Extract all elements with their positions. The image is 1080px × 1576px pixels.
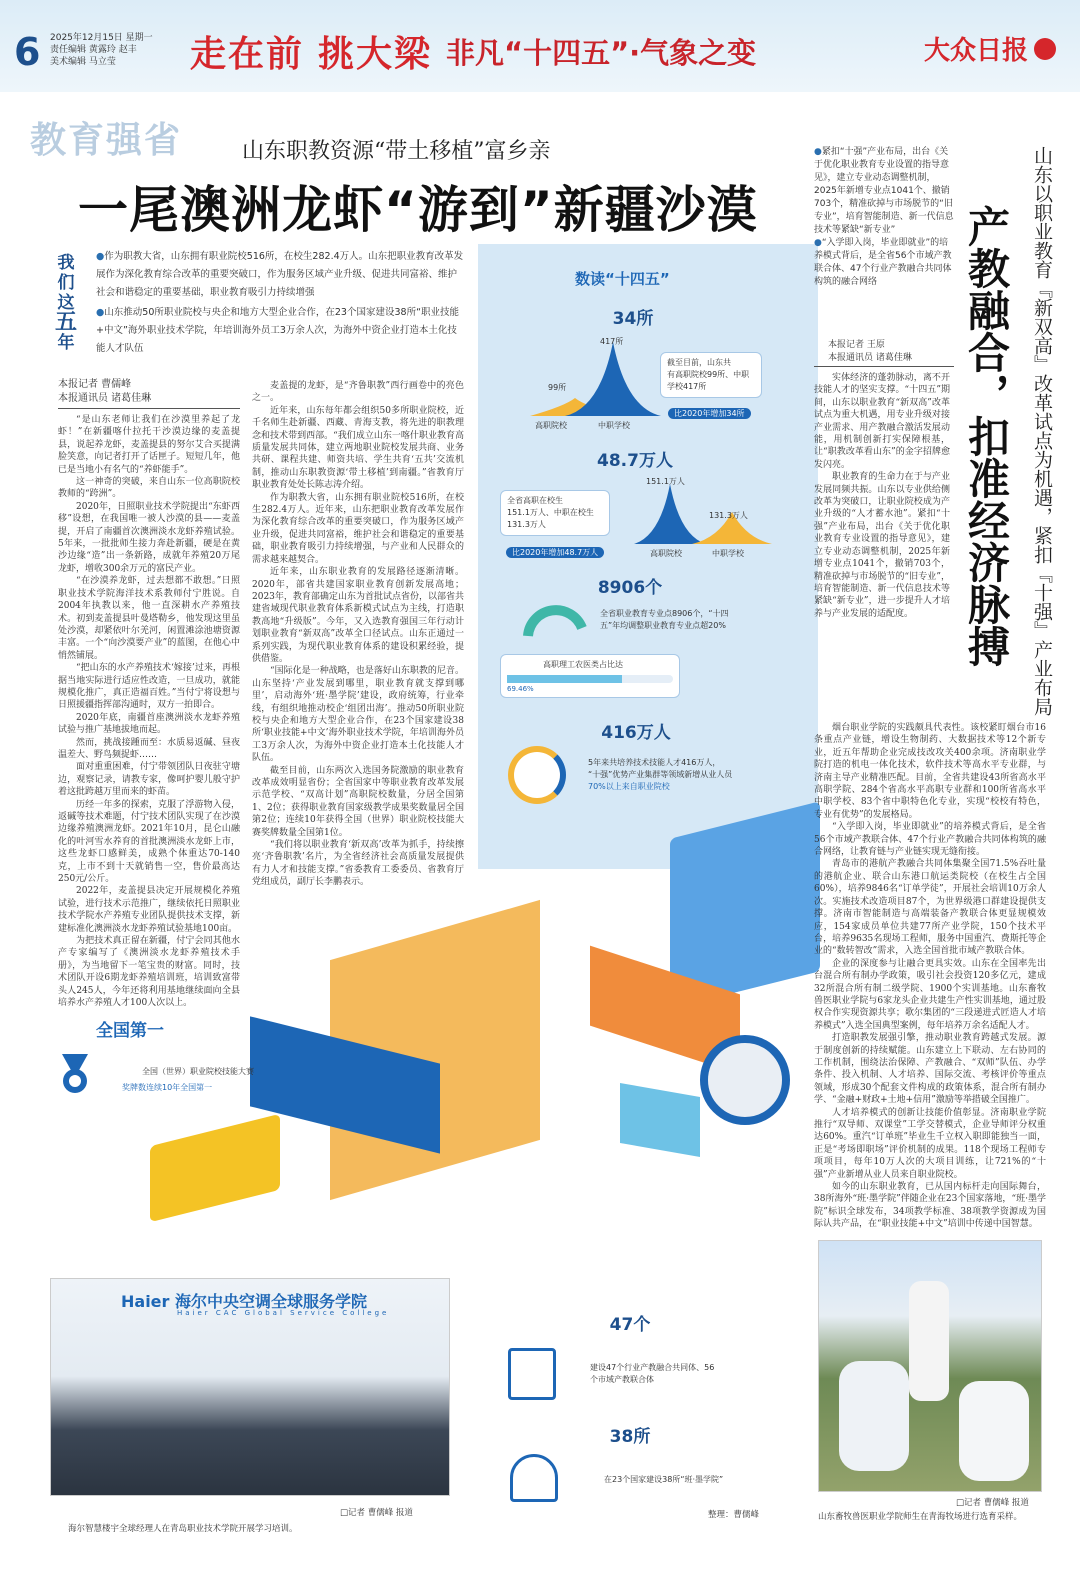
bullet-icon: ● <box>96 307 105 318</box>
body-paragraph: 作为职教大省，山东拥有职业院校516所，在校生282.4万人。近年来，山东把职业教育改革发展作为深化教育综合改革的重要突破口，作为服务区域产业升级，促进共同富裕，维护社会和谐稳定的重要基础，职业教育吸引力持续增强，与产业和人民群众的需求越来越契合。 <box>252 492 464 565</box>
stat-34: 34所 <box>612 309 654 329</box>
stat-text-line: 5年来共培养技术技能人才416万人， <box>588 758 721 767</box>
stat-text-line: 全省职业教育专业点8906个，“十四 <box>600 609 729 618</box>
education-illustration <box>520 820 820 1200</box>
award-line-1: 全国（世界）职业院校技能大赛 <box>142 1067 254 1076</box>
award-tag: 全国第一 <box>96 1021 164 1041</box>
medal-icon <box>58 1052 92 1096</box>
body-paragraph: 面对重重困难，付宁带领团队日夜驻守塘边，观察记录，请教专家，像呵护婴儿般守护着这批跨越万里而来的虾苗。 <box>58 762 240 798</box>
stat-text-line: 五”年均调整职业教育专业点超20% <box>600 621 726 630</box>
byline-reporter: 本报记者 曹儒峰 <box>58 379 132 390</box>
stat-tag <box>668 401 751 420</box>
stat-tag <box>506 540 604 559</box>
body-paragraph: 2022年，麦盖提县决定开展规模化养殖试验，进行技术示范推广，继续依托日照职业技术学院水产养殖专业团队提供技术支撑，新建标准化澳洲淡水龙虾养殖试验基地100亩。 <box>58 886 240 934</box>
teacher-icon <box>510 1454 558 1502</box>
summary-item <box>814 146 954 237</box>
stat-8906: 8906个 <box>597 578 663 598</box>
body-paragraph: “我们将以职业教育‘新双高’改革为抓手，持续擦亮‘齐鲁职教’名片，为全省经济社会高质量发展提供有力人才和技能支撑。”省委教育工委委员、省教育厅党组成员，副厅长李鹏表示。 <box>252 840 464 888</box>
banner-mid: 挑大梁 <box>318 32 433 75</box>
ratio-card <box>500 654 680 698</box>
group-photo <box>50 1278 450 1496</box>
byline <box>58 378 151 406</box>
lead-paragraph <box>96 304 466 358</box>
body-paragraph: 这一神奇的突破，来自山东一位高职院校教师的“跨洲”。 <box>58 477 240 500</box>
series-char: 五 <box>55 310 78 335</box>
body-paragraph: “把山东的水产养殖技术‘嫁接’过来，再根据当地实际进行适应性改造，一旦成功，就能规模化推广，真正造福百姓。”当付宁将设想与日照援疆指挥部沟通时，双方一拍即合。 <box>58 663 240 711</box>
lead-paragraph <box>96 248 466 302</box>
stat-text <box>588 757 808 793</box>
card-line: 全省高职在校生 <box>507 496 563 505</box>
feature-summary <box>814 146 954 289</box>
body-paragraph: “国际化是一种战略，也是落好山东职教的尼音。山东坚持‘产业发展到哪里，职业教育就支撑到哪里’，启动海外‘班·墨学院’建设，政府统筹，行业牵线，有组织地推动校企‘组团出海’。推动50所职业院校与央企和地方大型企业合作，在23个国家建设38所‘职业技能+中文’海外职业技术学院，年培训海外员工3万余人次，为海外中资企业打造本土化技能人才队伍。 <box>252 666 464 764</box>
feature-column-lower <box>814 722 1046 1230</box>
body-paragraph: 如今的山东职业教育，已从国内标杆走向国际舞台，38所海外“班·墨学院”伴随企业在23个国家落地，“班·墨学院”标识全球发布，34项教学标准、38项教学资源成为国际认共产品，在“职业技能+中文”培训中传递中国智慧。 <box>814 1182 1046 1230</box>
lead-text: 作为职教大省，山东拥有职业院校516所，在校生282.4万人。山东把职业教育改革发展作为深化教育综合改革的重要突破口，作为服务区域产业升级、促进共同富裕、维护社会和谐稳定的重要基础，职业教育吸引力持续增强 <box>96 251 464 298</box>
body-paragraph: 为把技术真正留在新疆，付宁会同其他水产专家编写了《澳洲淡水龙虾养殖技术手册》，为当地留下一笔宝贵的财富。同时，技术团队开设6期龙虾养殖培训班，培训致富带头人245人，今年还将利用基地继续面向全县培养水产养殖人才100人次以上。 <box>58 936 240 1009</box>
body-paragraph: 打造职教发展强引擎，推动职业教育跨越式发展。源于制度创新的持续赋能。山东建立上下联动、左右协同的工作机制，围绕法治保障、产教融合、“双师”队伍、办学条件、投入机制、人才培养、国际交流、考核评价等重点领域，形成30个配套文件构成的政策体系，混合所有制办学、“金融+财政+土地+信用”激励等举措破全国推广。 <box>814 1033 1046 1106</box>
stat-text-line: 个市域产教联合体 <box>590 1375 654 1384</box>
stat-38: 38所 <box>609 1427 651 1447</box>
body-paragraph: 实体经济的蓬勃脉动，离不开技能人才的坚实支撑。“十四五”期间，山东以职业教育“新双高”改革试点为重大机遇，用专业升级对接产业需求、用产教融合激活发展动能，用机制创新打实保障根基，让“职教改革看山东”的金字招牌愈发闪亮。 <box>814 373 950 470</box>
summary-text: 紧扣“十强”产业布局，出台《关于优化职业教育专业设置的指导意见》，建立专业动态调整机制，2025年新增专业点1041个、撤销703个，精准砍掉与市场脱节的“旧专业”，培育智能制造、新一代信息技术等紧缺“新专业” <box>814 147 954 235</box>
stat-416: 416万人 <box>601 723 671 743</box>
bullet-icon: ● <box>814 238 822 248</box>
date-line: 2025年12月15日 星期一 <box>50 33 153 43</box>
donut-icon <box>520 600 590 640</box>
stat-text-line: 70%以上来自职业院校 <box>588 782 670 791</box>
byline-correspondent: 本报通讯员 诸葛佳琳 <box>58 393 152 404</box>
stat-text-line: “十强”优势产业集群等领域新增从业人员 <box>588 770 733 779</box>
body-paragraph: 麦盖提的龙虾，是“齐鲁职教”西行画卷中的亮色之一。 <box>252 381 464 404</box>
article-column-1 <box>58 414 240 1009</box>
peak-chart-2 <box>632 478 772 550</box>
editor-info <box>50 32 170 68</box>
ratio-label: 高职理工农医类占比达 <box>543 660 623 669</box>
series-char: 这 <box>57 293 75 313</box>
body-paragraph: 2020年底，南疆首座澳洲淡水龙虾养殖试验与推广基地拔地而起。 <box>58 712 240 736</box>
person-figure <box>959 1381 1029 1481</box>
axis-label: 高职院校 <box>650 549 682 558</box>
peak-label: 417所 <box>600 337 624 346</box>
banner-left: 走在前 <box>190 32 305 75</box>
article-subtitle: 山东职教资源“带土移植”富乡亲 <box>242 139 551 164</box>
editor-line: 美术编辑 马立莹 <box>50 57 116 67</box>
peak-chart-1 <box>525 328 665 428</box>
logo-icon <box>1034 38 1056 60</box>
body-paragraph: “在沙漠养龙虾，过去想都不敢想。”日照职业技术学院海洋技术系教师付宁胜说。自2004年执教以来，他一直深耕水产养殖技术。初到麦盖提县叶曼塔勒乡，他发现这里虽处沙漠，却紧依叶尔羌河，闲置滩涂池塘资源丰富。一个“向沙漠要产业”的蓝图，在他心中悄然铺展。 <box>58 576 240 661</box>
body-paragraph: 职业教育的生命力在于与产业发展同频共振。山东以专业供给侧改革为突破口，让职业院校成为产业升级的“人才蓄水池”。紧扣“十强”产业布局，出台《关于优化职业教育专业设置的指导意见》，建立专业动态调整机制，2025年新增专业点1041个，撤销703个，精准砍掉与市场脱节的“旧专业”，培育智能制造、新一代信息技术等紧缺“新专业”，进一步提升人才培养与产业发展的适配度。 <box>814 472 950 619</box>
card-line: 131.3万人 <box>507 520 546 529</box>
body-paragraph: “入学即入岗，毕业即就业”的培养模式背后，是全省56个市域产教联合体、47个行业产教融合共同体构筑的融合网络，让教育链与产业链实现无缝衔接。 <box>814 822 1046 858</box>
lead-text: 山东推动50所职业院校与央企和地方大型企业合作，在23个国家建设38所“职业技能+中文”海外职业技术学院，年培训海外员工3万余人次，为海外中资企业打造本土化技能人才队伍 <box>96 307 459 354</box>
people-icon <box>508 746 566 804</box>
document-icon <box>508 1348 556 1400</box>
editor-line: 责任编辑 黄露玲 赵丰 <box>50 45 137 55</box>
feature-headline: 产教融合，扣准经济脉搏 <box>962 205 1011 667</box>
compiler-credit: 整理：曹儒峰 <box>708 1510 760 1520</box>
peak-label: 151.1万人 <box>646 477 685 486</box>
series-char: 年 <box>57 333 75 353</box>
series-char: 们 <box>57 273 75 293</box>
series-char: 我 <box>57 253 75 273</box>
photo-sign-sub: Haier CAC Global Service College <box>177 1309 390 1317</box>
article-column-2 <box>252 380 464 920</box>
divider <box>814 366 954 367</box>
ratio-fill <box>507 675 622 683</box>
stat-text-line: 建设47个行业产教融合共同体、56 <box>590 1363 715 1372</box>
photo-caption: 海尔智慧楼宇全球经理人在青岛职业技术学院开展学习培训。 <box>68 1524 298 1534</box>
body-paragraph: 历经一年多的探索，克服了浮游物入侵，返碱等技术难题，付宁技术团队实现了在沙漠边缘养殖澳洲龙虾。2021年10月，昆仑山融化的叶河雪水养育的首批澳洲淡水龙虾上市，这些龙虾口感鲜美，成熟个体重达70-140克，上市不到十天就销售一空，售价最高达250元/公斤。 <box>58 799 240 885</box>
stat-card <box>660 352 762 398</box>
card-line: 学校417所 <box>667 382 707 391</box>
peak-label: 131.3万人 <box>709 511 748 520</box>
body-paragraph: 截至目前，山东两次入选国务院激励的职业教育改革成效明显省份；全省国家中等职业教育改革发展示范学校、“双高计划”高职院校数量，分居全国第1、2位；获得职业教育国家级教学成果奖数量居全国第2位；连续10年获得全国（世界）职业院校技能大赛奖牌数量全国第1位。 <box>252 765 464 838</box>
body-paragraph: 青岛市的港航产教融合共同体集聚全国71.5%吞吐量的港航企业、联合山东港口航运类院校（在校生占全国60%），培养9846名“订单学徒”，开展社会培训10万余人次。实施技术改造项目87个，为世界级港口群建设提供支撑。济南市智能制造与高端装备产教联合体更显规模效应，154家成员单位共建77所产业学院，150个技术平台，培养9635名现场工程师，服务中国重汽、费斯托等企业的“数转智改”需求，入选全国首批市域产教联合体。 <box>814 859 1046 957</box>
summary-item <box>814 237 954 289</box>
award-line-2: 奖牌数连续10年全国第一 <box>122 1083 213 1092</box>
desk-shape <box>620 1083 700 1157</box>
stat-48: 48.7万人 <box>597 451 673 471</box>
person-figure <box>839 1361 909 1471</box>
tag-text: 比2020年增加48.7万人 <box>506 547 604 558</box>
ratio-value: 69.46% <box>507 685 534 693</box>
bullet-icon: ● <box>814 147 822 157</box>
card-line: 151.1万人、中职在校生 <box>507 508 594 517</box>
photo-credit: □记者 曹儒峰 报道 <box>340 1508 413 1518</box>
series-label <box>55 253 77 353</box>
body-paragraph: 人才培养模式的创新让技能价值彰显。济南职业学院推行“双导师、双课堂”工学交替模式，企业导师评分权重达60%。重汽“订单班”毕业生千立权入职即能独当一面，正是“考场即职场”评价机制的成果。118个现场工程师专项项目，每年10万人次的大项目训练，让721%的“十强”产业新增从业人员来自职业院校。 <box>814 1107 1046 1180</box>
peak-label: 99所 <box>548 383 567 392</box>
stat-text <box>600 608 810 632</box>
screen-panel <box>670 801 820 1008</box>
body-paragraph: 然而，挑战接踵而至：水质易返碱、昼夜温差大、野鸟频捉虾…… <box>58 737 240 760</box>
body-paragraph: 企业的深度参与让融合更具实效。山东在全国率先出台混合所有制办学政策，吸引社会投资120多亿元，建成32所混合所有制二级学院、1900个实训基地。山东畜牧兽医职业学院与6家龙头企业共建生产性实训基地，通过股权合作实现资源共享；歌尔集团的“三段递进式匠造人才培养模式”入选全国典型案例，每年培养万余名适配人才。 <box>814 958 1046 1031</box>
body-paragraph: 烟台职业学院的实践颇具代表性。该校紧盯烟台市16条重点产业链，增设生物制药、大数据技术等12个新专业，近五年帮助企业完成技改攻关400余项。济南职业学院打造的机电一体化技术，软件技术等高水平专业群，与济南主导产业精准匹配。目前，全省共建设43所省高水平高职学院、284个省高水平高职专业群和100所省高水平中职学校、83个省中职特色化专业，实现“校校有特色，专业有优势”的发展格局。 <box>814 723 1046 820</box>
stat-card <box>500 490 610 536</box>
infographic-title: 数读“十四五” <box>575 270 670 288</box>
divider <box>58 408 240 409</box>
byline-correspondent: 本报通讯员 诸葛佳琳 <box>828 353 912 363</box>
logo-text: 大众日报 <box>923 36 1028 66</box>
body-paragraph: 近年来，山东职业教育的发展路径逐渐清晰。2020年，部省共建国家职业教育创新发展高地；2023年，教育部确定山东为首批试点省份，以部省共建省域现代职业教育体系新模式试点为主线，打造职教高地“升级版”。今年，又入选教育强国三年行动计划职业教育“新双高”改革全口径试点。山东正通过一系列实践，为现代职业教育体系的建设积累经验，提供借鉴。 <box>252 567 464 664</box>
photo-credit: □记者 曹儒峰 报道 <box>956 1498 1029 1508</box>
field-photo <box>818 1240 1042 1492</box>
article-headline: 一尾澳洲龙虾“游到”新疆沙漠 <box>78 181 758 239</box>
axis-label: 中职学校 <box>712 549 744 558</box>
card-line: 有高职院校99所、中职 <box>667 370 750 379</box>
body-paragraph: 近年来，山东每年都会组织50多所职业院校，近千名师生赴新疆、西藏、青海支教，将先进的职教理念和技术带到西部。“我们成立山东一喀什职业教育高质量发展共同体，建立两地职业院校发展共商、业务共研、课程共建、师资共培、学生共育‘五共’交流机制，推动山东职教资源‘带土移植’到南疆。”省教育厅职业教育处处长陈志涛介绍。 <box>252 405 464 491</box>
newspaper-logo <box>924 30 1056 67</box>
card-line: 截至目前，山东共 <box>667 358 731 367</box>
excavator-icon <box>150 1114 280 1222</box>
feature-column-upper <box>814 372 950 720</box>
photo-caption: 山东畜牧兽医职业学院师生在青海牧场进行选育采样。 <box>818 1512 1023 1522</box>
stat-47: 47个 <box>609 1315 651 1335</box>
lead-summary <box>96 248 466 360</box>
megaphone-icon <box>700 1035 790 1125</box>
body-paragraph: “是山东老师让我们在沙漠里养起了龙虾！”在新疆喀什拉托干沙漠边缘的麦盖提县，说起养龙虾，麦盖提县的努尔艾合买提满脸笑意，向记者打开了话匣子。短短几年，他已是当地小有名气的“养虾能手”。 <box>58 415 240 475</box>
page-number: 6 <box>14 30 41 74</box>
banner <box>190 26 756 76</box>
stat-text <box>590 1362 770 1386</box>
tag-text: 比2020年增加34所 <box>668 408 751 419</box>
axis-label: 高职院校 <box>535 421 567 430</box>
peak-shape <box>634 484 706 544</box>
byline-reporter: 本报记者 王原 <box>828 340 885 350</box>
bullet-icon: ● <box>96 251 105 262</box>
photo-sign: Haier 海尔中央空调全球服务学院 <box>121 1292 367 1311</box>
feature-byline <box>828 339 912 365</box>
stat-text: 在23个国家建设38所“班·墨学院” <box>604 1475 724 1484</box>
section-tag: 教育强省 <box>30 119 183 161</box>
banner-right: 非凡“十四五”·气象之变 <box>446 35 757 70</box>
person-figure <box>909 1281 949 1401</box>
body-paragraph: 2020年，日照职业技术学院提出“东虾西移”设想，在我国唯一被人沙漠的县——麦盖提，开启了南疆首次澳洲淡水龙虾养殖试验。5年来，一批批师生接力奔赴新疆，硬是在黄沙边缘“造”出一条新路，成就年养殖20万尾龙虾，增收300余万元的富民产业。 <box>58 501 240 574</box>
feature-subtitle: 山东以职业教育『新双高』改革试点为机遇，紧扣『十强』产业布局 <box>1031 146 1053 716</box>
axis-label: 中职学校 <box>598 421 630 430</box>
summary-text: “入学即入岗，毕业即就业”的培养模式背后，是全省56个市域产教联合体、47个行业产教融合共同体构筑的融合网络 <box>814 238 952 287</box>
ratio-bar <box>507 675 673 683</box>
